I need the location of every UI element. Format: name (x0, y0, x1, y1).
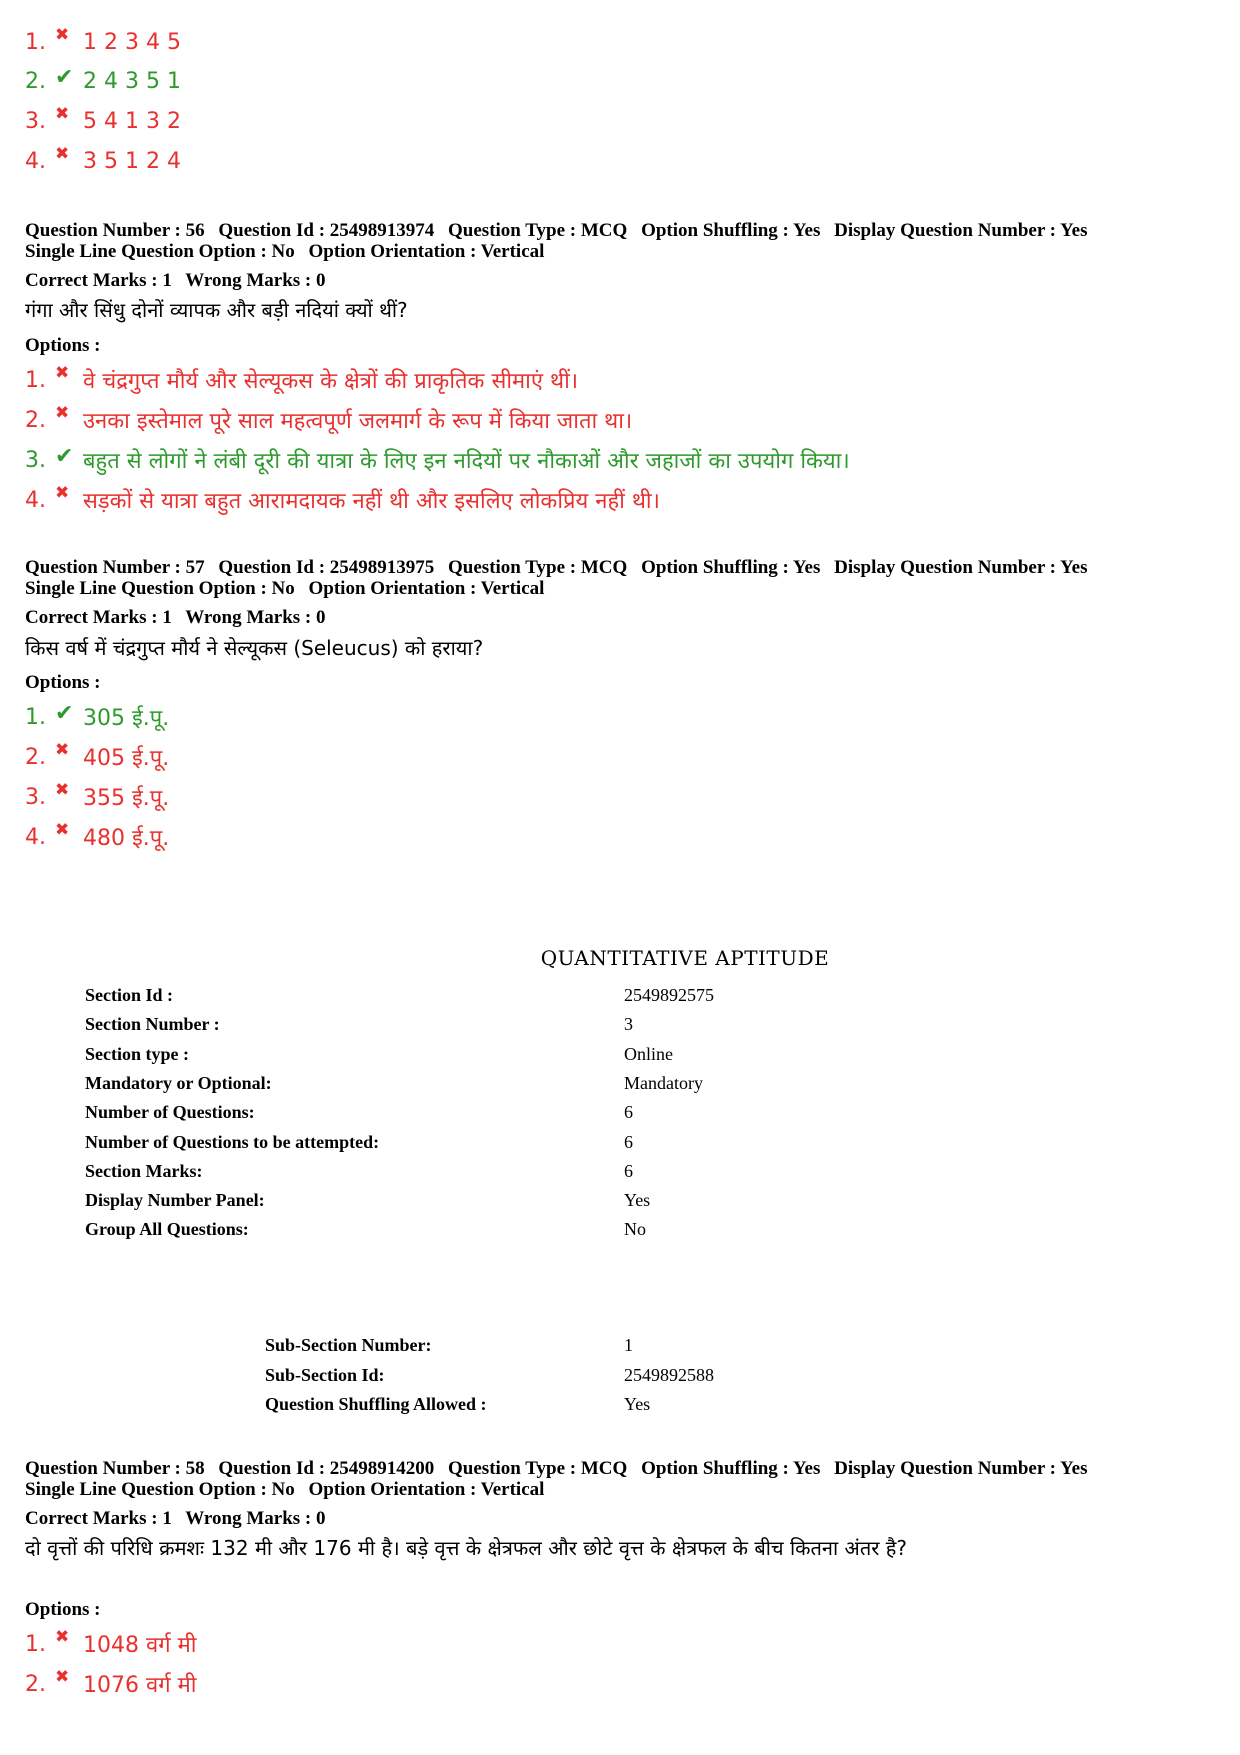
option-row (25, 445, 850, 475)
option-shuffling: Option Shuffling : Yes (641, 557, 821, 578)
info-value: 3 (624, 1014, 633, 1035)
check-mark-icon: ✔ (55, 700, 74, 726)
question-number: Question Number : 58 (25, 1458, 205, 1479)
display-question-number: Display Question Number : Yes (834, 557, 1088, 578)
option-text: 480 ई.पू. (83, 826, 170, 851)
question-type: Question Type : MCQ (448, 1458, 628, 1479)
option-text: 5 4 1 3 2 (83, 108, 181, 134)
option-row (25, 365, 578, 395)
marks-line (25, 607, 334, 629)
option-row (25, 66, 181, 96)
wrong-mark-icon: ✖ (55, 740, 70, 760)
option-row (25, 106, 181, 136)
option-orientation: Option Orientation : Vertical (308, 241, 545, 262)
info-value: Online (624, 1043, 673, 1064)
marks-line (25, 270, 334, 292)
wrong-marks: Wrong Marks : 0 (185, 1508, 326, 1529)
question-number: Question Number : 57 (25, 557, 205, 578)
option-text: बहुत से लोगों ने लंबी दूरी की यात्रा के लिए इन नदियों पर नौकाओं और जहाजों का उपयोग किया। (83, 449, 850, 474)
section-title: QUANTITATIVE APTITUDE (540, 946, 830, 970)
question-meta-line-1 (25, 557, 1096, 579)
option-text: 355 ई.पू. (83, 786, 170, 811)
correct-marks: Correct Marks : 1 (25, 1508, 172, 1529)
question-text: गंगा और सिंधु दोनों व्यापक और बड़ी नदियां क्यों थीं? (25, 298, 408, 322)
option-shuffling: Option Shuffling : Yes (641, 220, 821, 241)
wrong-mark-icon: ✖ (55, 780, 70, 800)
info-value: Yes (624, 1394, 651, 1414)
question-type: Question Type : MCQ (448, 220, 628, 241)
option-number: 3. (25, 108, 46, 134)
option-row (25, 1669, 196, 1699)
option-orientation: Option Orientation : Vertical (308, 578, 545, 599)
question-text: दो वृत्तों की परिधि क्रमशः 132 मी और 176 मी है। बड़े वृत्त के क्षेत्रफल और छोटे वृत्त के क्षेत्रफल के बीच कितना अंतर है? (25, 1536, 908, 1560)
option-row (25, 27, 181, 57)
option-number: 2. (25, 744, 46, 770)
option-number: 1. (25, 1631, 46, 1657)
option-row (25, 1629, 196, 1659)
option-text: 3 5 1 2 4 (83, 148, 181, 174)
question-meta-line-1 (25, 1458, 1096, 1480)
option-number: 4. (25, 148, 46, 174)
question-id: Question Id : 25498913974 (218, 220, 435, 241)
option-text: 305 ई.पू. (83, 706, 170, 731)
display-question-number: Display Question Number : Yes (834, 220, 1088, 241)
single-line-option: Single Line Question Option : No (25, 578, 295, 599)
info-key: Number of Questions to be attempted: (85, 1131, 380, 1152)
option-row (25, 782, 169, 812)
option-number: 3. (25, 447, 46, 473)
options-label: Options : (25, 335, 101, 356)
single-line-option: Single Line Question Option : No (25, 241, 295, 262)
question-type: Question Type : MCQ (448, 557, 628, 578)
info-key: Sub-Section Id: (265, 1364, 385, 1385)
correct-marks: Correct Marks : 1 (25, 270, 172, 291)
info-value: Mandatory (624, 1072, 703, 1093)
wrong-mark-icon: ✖ (55, 25, 70, 45)
wrong-mark-icon: ✖ (55, 104, 70, 124)
option-text: 1076 वर्ग मी (83, 1673, 197, 1698)
option-number: 4. (25, 824, 46, 850)
wrong-marks: Wrong Marks : 0 (185, 607, 326, 628)
option-number: 4. (25, 487, 46, 513)
question-meta-line-2 (25, 241, 553, 263)
option-row (25, 822, 169, 852)
info-value: 6 (624, 1131, 633, 1152)
question-id: Question Id : 25498914200 (218, 1458, 435, 1479)
info-value: 2549892588 (624, 1364, 714, 1385)
question-meta-line-1 (25, 220, 1096, 242)
info-key: Section type : (85, 1043, 189, 1064)
info-key: Question Shuffling Allowed : (265, 1394, 487, 1414)
info-key: Mandatory or Optional: (85, 1072, 272, 1093)
info-key: Section Id : (85, 985, 174, 1005)
option-number: 1. (25, 367, 46, 393)
wrong-mark-icon: ✖ (55, 483, 70, 503)
option-number: 2. (25, 1671, 46, 1697)
info-value: Yes (624, 1190, 651, 1211)
option-row (25, 405, 632, 435)
info-key: Number of Questions: (85, 1102, 255, 1123)
option-number: 2. (25, 407, 46, 433)
option-number: 1. (25, 29, 46, 55)
option-shuffling: Option Shuffling : Yes (641, 1458, 821, 1479)
option-number: 2. (25, 68, 46, 94)
single-line-option: Single Line Question Option : No (25, 1479, 295, 1500)
question-number: Question Number : 56 (25, 220, 205, 241)
option-text: वे चंद्रगुप्त मौर्य और सेल्यूकस के क्षेत्रों की प्राकृतिक सीमाएं थीं। (83, 369, 579, 394)
info-value: 2549892575 (624, 985, 714, 1005)
option-row (25, 146, 181, 176)
question-text: किस वर्ष में चंद्रगुप्त मौर्य ने सेल्यूकस (Seleucus) को हराया? (25, 636, 484, 660)
info-key: Display Number Panel: (85, 1190, 265, 1211)
info-key: Section Number : (85, 1014, 220, 1035)
wrong-mark-icon: ✖ (55, 1627, 70, 1647)
question-id: Question Id : 25498913975 (218, 557, 435, 578)
question-meta-line-2 (25, 578, 553, 600)
info-value: 6 (624, 1102, 633, 1123)
option-number: 3. (25, 784, 46, 810)
info-value: No (624, 1219, 646, 1240)
marks-line (25, 1508, 334, 1530)
option-orientation: Option Orientation : Vertical (308, 1479, 545, 1500)
wrong-mark-icon: ✖ (55, 403, 70, 423)
question-meta-line-2 (25, 1479, 553, 1501)
info-key: Sub-Section Number: (265, 1335, 432, 1355)
info-key: Group All Questions: (85, 1219, 249, 1240)
option-text: 1 2 3 4 5 (83, 29, 181, 55)
wrong-mark-icon: ✖ (55, 363, 70, 383)
option-row (25, 702, 169, 732)
option-row (25, 485, 660, 515)
option-text: सड़कों से यात्रा बहुत आरामदायक नहीं थी और इसलिए लोकप्रिय नहीं थी। (83, 489, 660, 514)
option-row (25, 742, 169, 772)
option-text: 2 4 3 5 1 (83, 68, 181, 94)
wrong-mark-icon: ✖ (55, 820, 70, 840)
info-value: 1 (624, 1335, 633, 1355)
wrong-marks: Wrong Marks : 0 (185, 270, 326, 291)
display-question-number: Display Question Number : Yes (834, 1458, 1088, 1479)
option-text: 405 ई.पू. (83, 746, 170, 771)
info-key: Section Marks: (85, 1160, 203, 1181)
option-text: उनका इस्तेमाल पूरे साल महत्वपूर्ण जलमार्ग के रूप में किया जाता था। (83, 409, 633, 434)
check-mark-icon: ✔ (55, 64, 74, 90)
correct-marks: Correct Marks : 1 (25, 607, 172, 628)
info-value: 6 (624, 1160, 633, 1181)
wrong-mark-icon: ✖ (55, 1667, 70, 1687)
option-number: 1. (25, 704, 46, 730)
wrong-mark-icon: ✖ (55, 144, 70, 164)
options-label: Options : (25, 672, 101, 693)
option-text: 1048 वर्ग मी (83, 1633, 197, 1658)
check-mark-icon: ✔ (55, 443, 74, 469)
options-label: Options : (25, 1599, 101, 1620)
